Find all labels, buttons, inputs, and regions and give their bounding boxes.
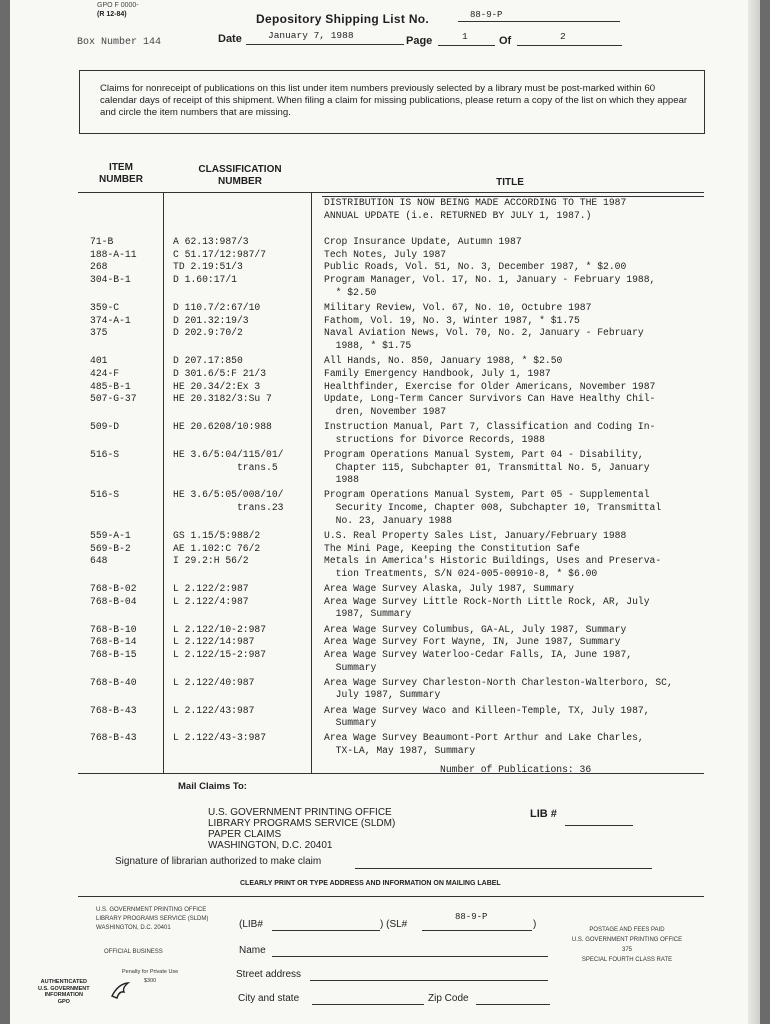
lib-number-field[interactable] — [565, 825, 633, 826]
gpo-logo-text: AUTHENTICATED U.S. GOVERNMENT INFORMATION GPO — [38, 979, 90, 1005]
item-number: 375 — [90, 327, 108, 339]
list-title: Depository Shipping List No. — [256, 12, 430, 26]
item-number: 768-B-02 — [90, 583, 137, 594]
street-label: Street address — [236, 969, 302, 980]
publication-title: All Hands, No. 850, January 1988, * $2.50 — [324, 355, 563, 367]
classification-number: HE 20.34/2:Ex 3 — [173, 380, 261, 392]
classification-number: L 2.122/10-2:987 — [173, 623, 267, 635]
intro-line: DISTRIBUTION IS NOW BEING MADE ACCORDING TO THE 1987 — [324, 197, 627, 208]
claims-notice-box — [79, 70, 705, 134]
classification-number: HE 20.6208/10:988 — [173, 421, 272, 432]
classification-number: HE 3.6/5:05/008/10/ — [173, 489, 284, 501]
label-close: ) — [533, 919, 537, 930]
label-lib-field[interactable] — [272, 930, 380, 931]
item-number: 768-B-43 — [90, 732, 137, 744]
classification-number: trans.5 — [173, 461, 278, 473]
item-number: 768-B-04 — [90, 595, 137, 607]
publication-title: structions for Divorce Records, 1988 — [324, 433, 545, 445]
page-edge — [748, 0, 760, 1024]
signature-label: Signature of librarian authorized to make claim — [115, 856, 322, 867]
publication-title: Update, Long-Term Cancer Survivors Can Have Healthy Chil- — [324, 393, 656, 405]
item-number: 374-A-1 — [90, 314, 131, 326]
publication-title: July 1987, Summary — [324, 689, 441, 701]
of-label: Of — [499, 35, 512, 47]
box-number: Box Number 144 — [77, 37, 162, 48]
date-value: January 7, 1988 — [268, 30, 354, 41]
print-notice: CLEARLY PRINT OR TYPE ADDRESS AND INFORMATION ON MAILING LABEL — [240, 880, 501, 887]
item-number: 71-B — [90, 236, 114, 247]
publication-title: Military Review, Vol. 67, No. 10, Octubre 1987 — [324, 301, 592, 313]
publication-title: Summary — [324, 661, 377, 673]
publication-title: Metals in America's Historic Buildings, Uses and Preserva- — [324, 555, 662, 567]
publication-title: Area Wage Survey Beaumont-Port Arthur and Lake Charles, — [324, 732, 644, 744]
date-label: Date — [218, 33, 242, 45]
publication-title: Family Emergency Handbook, July 1, 1987 — [324, 367, 551, 379]
publication-title: 1988, * $1.75 — [324, 340, 412, 351]
publication-title: Summary — [324, 717, 377, 729]
publication-title: 1988 — [324, 474, 359, 486]
publication-title: TX-LA, May 1987, Summary — [324, 745, 476, 756]
item-number: 559-A-1 — [90, 529, 131, 541]
zip-label: Zip Code — [428, 993, 469, 1004]
shipping-number: 88-9-P — [470, 10, 503, 20]
classification-number: GS 1.15/5:988/2 — [173, 529, 261, 541]
classification-number: D 201.32:19/3 — [173, 314, 249, 326]
item-number: 768-B-15 — [90, 648, 137, 660]
publication-title: Public Roads, Vol. 51, No. 3, December 1987, * $2.00 — [324, 261, 627, 273]
classification-number: L 2.122/43:987 — [173, 704, 255, 716]
item-number: 768-B-43 — [90, 704, 137, 716]
item-number: 768-B-40 — [90, 676, 137, 688]
street-field[interactable] — [310, 980, 548, 981]
classification-number: I 29.2:H 56/2 — [173, 555, 249, 567]
publication-title: * $2.50 — [324, 286, 377, 298]
label-sl-label: ) (SL# — [380, 919, 408, 930]
publication-title: Program Operations Manual System, Part 04 - Disability, — [324, 448, 644, 460]
item-number: 485-B-1 — [90, 380, 131, 392]
mail-claims-heading: Mail Claims To: — [178, 781, 247, 792]
publication-title: Healthfinder, Exercise for Older Americans, November 1987 — [324, 380, 656, 392]
publication-title: Area Wage Survey Columbus, GA-AL, July 1987, Summary — [324, 623, 627, 635]
document-sheet — [10, 0, 760, 1024]
item-number: 359-C — [90, 301, 120, 313]
of-value: 2 — [560, 31, 566, 42]
item-number: 507-G-37 — [90, 393, 137, 405]
name-field[interactable] — [272, 956, 548, 957]
classification-number: L 2.122/14:987 — [173, 636, 255, 648]
intro-line: ANNUAL UPDATE (i.e. RETURNED BY JULY 1, 1987.) — [324, 210, 592, 221]
classification-number: HE 20.3182/3:Su 7 — [173, 393, 272, 405]
classification-number: trans.23 — [173, 502, 284, 513]
classification-number: AE 1.102:C 76/2 — [173, 542, 261, 554]
classification-number: D 301.6/5:F 21/3 — [173, 367, 267, 379]
publication-title: Chapter 115, Subchapter 01, Transmittal No. 5, January — [324, 461, 650, 473]
city-field[interactable] — [312, 1004, 424, 1005]
publication-title: Naval Aviation News, Vol. 70, No. 2, January - February — [324, 327, 644, 339]
classification-number: L 2.122/4:987 — [173, 595, 249, 607]
publication-title: Security Income, Chapter 008, Subchapter 10, Transmittal — [324, 502, 662, 513]
classification-number: C 51.17/12:987/7 — [173, 248, 267, 260]
item-number: 768-B-14 — [90, 636, 137, 648]
penalty-notice: Penalty for Private Use $300 — [122, 969, 179, 984]
classification-number: D 207.17:850 — [173, 355, 243, 367]
publication-title: Fathom, Vol. 19, No. 3, Winter 1987, * $1.75 — [324, 314, 580, 326]
signature-field[interactable] — [355, 868, 652, 869]
classification-number: L 2.122/2:987 — [173, 583, 249, 594]
item-number: 569-B-2 — [90, 542, 131, 554]
publication-title: No. 23, January 1988 — [324, 514, 452, 526]
label-lib-open: (LIB# — [239, 919, 263, 930]
classification-number: L 2.122/40:987 — [173, 676, 255, 688]
classification-number: L 2.122/43-3:987 — [173, 732, 267, 744]
lib-number-label: LIB # — [530, 808, 557, 820]
classification-number: TD 2.19:51/3 — [173, 261, 243, 273]
publication-title: dren, November 1987 — [324, 405, 447, 417]
item-number: 516-S — [90, 489, 120, 501]
publication-title: Program Operations Manual System, Part 05 - Supplemental — [324, 489, 650, 501]
item-number: 188-A-11 — [90, 248, 137, 260]
zip-field[interactable] — [476, 1004, 550, 1005]
title-heading: TITLE — [496, 177, 524, 188]
classification-number: D 202.9:70/2 — [173, 327, 243, 339]
classification-number: A 62.13:987/3 — [173, 236, 249, 247]
publication-title: Area Wage Survey Little Rock-North Little Rock, AR, July — [324, 595, 650, 607]
classification-number: D 1.60:17/1 — [173, 274, 237, 286]
page-value: 1 — [462, 31, 468, 42]
postage-indicia: POSTAGE AND FEES PAID U.S. GOVERNMENT PRINTING OFFICE 375 SPECIAL FOURTH CLASS RATE — [571, 927, 683, 963]
publication-title: Program Manager, Vol. 17, No. 1, January - February 1988, — [324, 274, 656, 286]
item-number-heading: ITEM NUMBER — [99, 162, 143, 185]
classification-number: HE 3.6/5:04/115/01/ — [173, 448, 284, 460]
publication-title: Area Wage Survey Waco and Killeen-Temple, TX, July 1987, — [324, 704, 650, 716]
publication-title: Area Wage Survey Alaska, July 1987, Summary — [324, 583, 574, 594]
publication-title: Area Wage Survey Charleston-North Charleston-Walterboro, SC, — [324, 676, 673, 688]
publication-count: Number of Publications: 36 — [440, 764, 592, 775]
item-number: 509-D — [90, 421, 120, 432]
city-label: City and state — [238, 993, 300, 1004]
sender-block: U.S. GOVERNMENT PRINTING OFFICE LIBRARY PROGRAMS SERVICE (SLDM) WASHINGTON, D.C. 20401 — [96, 907, 209, 931]
item-number: 768-B-10 — [90, 623, 137, 635]
item-number: 516-S — [90, 448, 120, 460]
official-business: OFFICIAL BUSINESS — [104, 949, 163, 955]
item-number: 268 — [90, 261, 108, 273]
label-sl-value: 88-9-P — [455, 912, 488, 922]
publication-title: 1987, Summary — [324, 608, 412, 620]
publication-title: Instruction Manual, Part 7, Classification and Coding In- — [324, 421, 656, 432]
page-label: Page — [406, 35, 433, 47]
publication-title: Area Wage Survey Waterloo-Cedar Falls, IA, June 1987, — [324, 648, 633, 660]
claims-notice: Claims for nonreceipt of publications on this list under item numbers previously selected by a library must be post-marked within 60 calendar days of receipt of this shipment. When filing a claim for missing publications, please return a copy of the list on which they appear and circle the item numbers that are missing. — [100, 83, 688, 118]
publication-title: The Mini Page, Keeping the Constitution Safe — [324, 542, 580, 554]
item-number: 648 — [90, 555, 108, 567]
publication-title: Crop Insurance Update, Autumn 1987 — [324, 236, 522, 247]
publication-title: Area Wage Survey Fort Wayne, IN, June 1987, Summary — [324, 636, 621, 648]
gpo-eagle-icon — [110, 980, 132, 1002]
classification-number: L 2.122/15-2:987 — [173, 648, 267, 660]
form-id: (R 12-84) — [97, 11, 127, 18]
item-number: 401 — [90, 355, 108, 367]
name-label: Name — [239, 945, 266, 956]
form-top: GPO F 0000- — [97, 2, 139, 9]
publication-title: Tech Notes, July 1987 — [324, 248, 447, 260]
mail-address: U.S. GOVERNMENT PRINTING OFFICE LIBRARY PROGRAMS SERVICE (SLDM) PAPER CLAIMS WASHINGTON, D.C. 20401 — [208, 807, 396, 851]
publication-title: tion Treatments, S/N 024-005-00910-8, * $6.00 — [324, 567, 598, 579]
item-number: 424-F — [90, 367, 120, 379]
classification-number: D 110.7/2:67/10 — [173, 301, 261, 313]
classification-heading: CLASSIFICATION NUMBER — [198, 164, 282, 187]
item-number: 304-B-1 — [90, 274, 131, 286]
publication-title: U.S. Real Property Sales List, January/February 1988 — [324, 529, 627, 541]
